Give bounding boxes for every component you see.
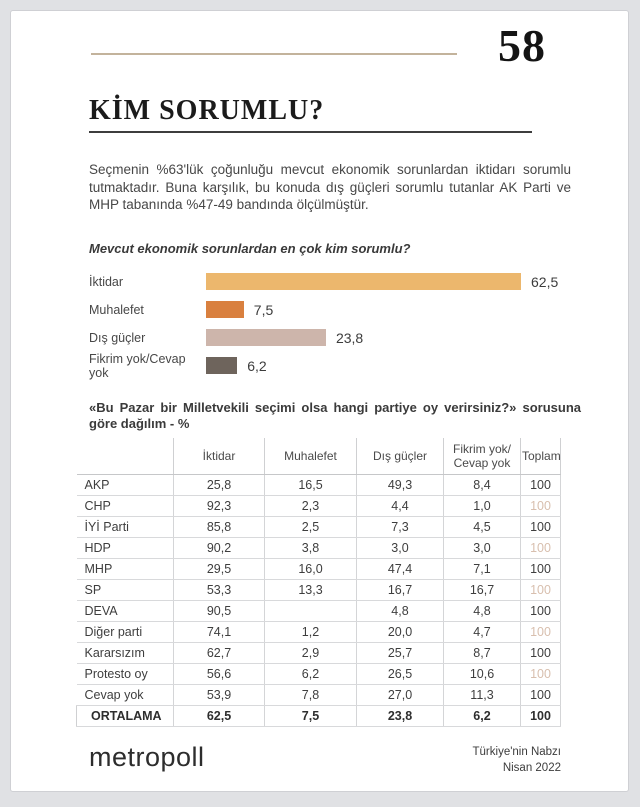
table-cell-fikrim-yok: 8,4	[444, 475, 521, 496]
table-cell-iktidar: 62,7	[174, 643, 265, 664]
table-header-row	[77, 438, 561, 475]
table-header-cell	[77, 438, 174, 475]
table-cell-toplam: 100	[521, 685, 561, 706]
table-row-label: MHP	[77, 559, 174, 580]
table-cell-muhalefet: 2,9	[265, 643, 357, 664]
table-row-label: CHP	[77, 496, 174, 517]
table-row-label: Diğer parti	[77, 622, 174, 643]
page-number: 58	[498, 20, 546, 71]
table-cell-toplam: 100	[521, 622, 561, 643]
table-row	[77, 622, 561, 643]
table-cell-dis-gucler: 47,4	[357, 559, 444, 580]
table-cell-dis-gucler: 20,0	[357, 622, 444, 643]
table-cell-muhalefet: 3,8	[265, 538, 357, 559]
table-cell-iktidar: 92,3	[174, 496, 265, 517]
table-header-line: Fikrim yok/	[453, 442, 511, 456]
table-header-line: Dış güçler	[372, 449, 428, 463]
table-row	[77, 496, 561, 517]
table-cell-fikrim-yok: 11,3	[444, 685, 521, 706]
table-cell-toplam: 100	[521, 706, 561, 727]
table-row-label: ORTALAMA	[77, 706, 174, 727]
table-row	[77, 601, 561, 622]
table-cell-toplam: 100	[521, 643, 561, 664]
chart-bar-row	[89, 351, 589, 380]
table-cell-toplam: 100	[521, 496, 561, 517]
chart-bar-row	[89, 273, 589, 290]
chart-bar	[206, 301, 244, 318]
chart-bar-value: 7,5	[253, 301, 274, 318]
table-header-line: Toplam	[522, 449, 561, 463]
table-cell-iktidar: 74,1	[174, 622, 265, 643]
table-cell-fikrim-yok: 6,2	[444, 706, 521, 727]
title-underline	[89, 131, 532, 133]
table-cell-fikrim-yok: 16,7	[444, 580, 521, 601]
table-cell-iktidar: 90,5	[174, 601, 265, 622]
table-cell-muhalefet: 13,3	[265, 580, 357, 601]
table-cell-fikrim-yok: 8,7	[444, 643, 521, 664]
table-cell-muhalefet: 2,3	[265, 496, 357, 517]
chart-bar-label: Dış güçler	[89, 330, 146, 345]
chart-bar-label: İktidar	[89, 274, 124, 289]
table-cell-iktidar: 53,9	[174, 685, 265, 706]
table-cell-toplam: 100	[521, 475, 561, 496]
table-row-label: SP	[77, 580, 174, 601]
table-cell-fikrim-yok: 10,6	[444, 664, 521, 685]
table-cell-fikrim-yok: 4,7	[444, 622, 521, 643]
table-cell-dis-gucler: 23,8	[357, 706, 444, 727]
table-cell-iktidar: 53,3	[174, 580, 265, 601]
table-row	[77, 517, 561, 538]
chart-bar-value: 23,8	[335, 329, 364, 346]
table-cell-dis-gucler: 27,0	[357, 685, 444, 706]
table-header-line: Cevap yok	[453, 456, 511, 470]
table-header-line: İktidar	[202, 449, 236, 463]
footer-publication-date: Nisan 2022	[502, 762, 561, 774]
table-cell-muhalefet: 2,5	[265, 517, 357, 538]
table-row	[77, 706, 561, 727]
table-cell-toplam: 100	[521, 601, 561, 622]
table-cell-fikrim-yok: 3,0	[444, 538, 521, 559]
table-cell-muhalefet: 7,5	[265, 706, 357, 727]
chart-bar-value: 62,5	[531, 273, 559, 290]
table-cell-toplam: 100	[521, 517, 561, 538]
table-cell-dis-gucler: 26,5	[357, 664, 444, 685]
table-cell-toplam: 100	[521, 664, 561, 685]
chart-bar	[206, 273, 521, 290]
table-header-cell	[357, 438, 444, 475]
chart-bar	[206, 329, 326, 346]
table-cell-fikrim-yok: 4,8	[444, 601, 521, 622]
table-cell-iktidar: 56,6	[174, 664, 265, 685]
table-cell-dis-gucler: 3,0	[357, 538, 444, 559]
table-row-label: Kararsızım	[77, 643, 174, 664]
table-cell-fikrim-yok: 7,1	[444, 559, 521, 580]
footer-publication-info	[473, 744, 561, 776]
table-cell-dis-gucler: 7,3	[357, 517, 444, 538]
table-row	[77, 685, 561, 706]
table-cell-toplam: 100	[521, 538, 561, 559]
table-cell-muhalefet: 7,8	[265, 685, 357, 706]
table-header-cell	[174, 438, 265, 475]
header-accent-rule	[91, 53, 457, 55]
chart-bar-row	[89, 329, 589, 346]
table-row	[77, 643, 561, 664]
table-row	[77, 559, 561, 580]
table-cell-dis-gucler: 25,7	[357, 643, 444, 664]
table-cell-iktidar: 90,2	[174, 538, 265, 559]
table-row-label: İYİ Parti	[77, 517, 174, 538]
bar-chart	[89, 273, 589, 385]
chart-bar-row	[89, 301, 589, 318]
table-row	[77, 664, 561, 685]
table-row	[77, 538, 561, 559]
table-header-cell	[265, 438, 357, 475]
table-cell-muhalefet: 16,0	[265, 559, 357, 580]
table-caption: «Bu Pazar bir Milletvekili seçimi olsa hangi partiye oy verirsiniz?» sorusuna göre dağılım - %	[89, 400, 581, 431]
table-cell-muhalefet	[265, 601, 357, 622]
metropoll-logo: metropoll	[89, 742, 205, 772]
table-cell-muhalefet: 1,2	[265, 622, 357, 643]
table-cell-muhalefet: 16,5	[265, 475, 357, 496]
table-cell-dis-gucler: 4,8	[357, 601, 444, 622]
chart-bar-value: 6,2	[247, 357, 267, 374]
table-cell-dis-gucler: 16,7	[357, 580, 444, 601]
table-row-label: HDP	[77, 538, 174, 559]
intro-paragraph: Seçmenin %63'lük çoğunluğu mevcut ekonomik sorunlardan iktidarı sorumlu tutmaktadır. Buna karşılık, bu konuda dış güçleri sorumlu tutanlar AK Parti ve MHP tabanında %47-49 bandında ölçülmüştür.	[89, 162, 571, 212]
chart-question: Mevcut ekonomik sorunlardan en çok kim sorumlu?	[89, 241, 411, 256]
table-header-cell	[521, 438, 561, 475]
table-cell-dis-gucler: 49,3	[357, 475, 444, 496]
footer-publication-title: Türkiye'nin Nabzı	[472, 746, 561, 758]
chart-bar-label: Muhalefet	[89, 302, 144, 317]
table-cell-toplam: 100	[521, 580, 561, 601]
chart-bar-label: Fikrim yok/Cevap yok	[89, 351, 186, 380]
table-cell-iktidar: 25,8	[174, 475, 265, 496]
table-cell-toplam: 100	[521, 559, 561, 580]
table-cell-muhalefet: 6,2	[265, 664, 357, 685]
page-title: KİM SORUMLU?	[89, 95, 325, 126]
table-cell-iktidar: 85,8	[174, 517, 265, 538]
report-page	[10, 10, 629, 792]
table-cell-iktidar: 62,5	[174, 706, 265, 727]
table-cell-fikrim-yok: 1,0	[444, 496, 521, 517]
table-header-line: Muhalefet	[284, 449, 337, 463]
table-cell-fikrim-yok: 4,5	[444, 517, 521, 538]
table-cell-dis-gucler: 4,4	[357, 496, 444, 517]
chart-bar	[206, 357, 237, 374]
table-row-label: DEVA	[77, 601, 174, 622]
table-header-cell	[444, 438, 521, 475]
table-row	[77, 475, 561, 496]
table-cell-iktidar: 29,5	[174, 559, 265, 580]
results-table	[76, 438, 561, 727]
table-row-label: AKP	[77, 475, 174, 496]
table-row-label: Protesto oy	[77, 664, 174, 685]
table-row	[77, 580, 561, 601]
table-row-label: Cevap yok	[77, 685, 174, 706]
